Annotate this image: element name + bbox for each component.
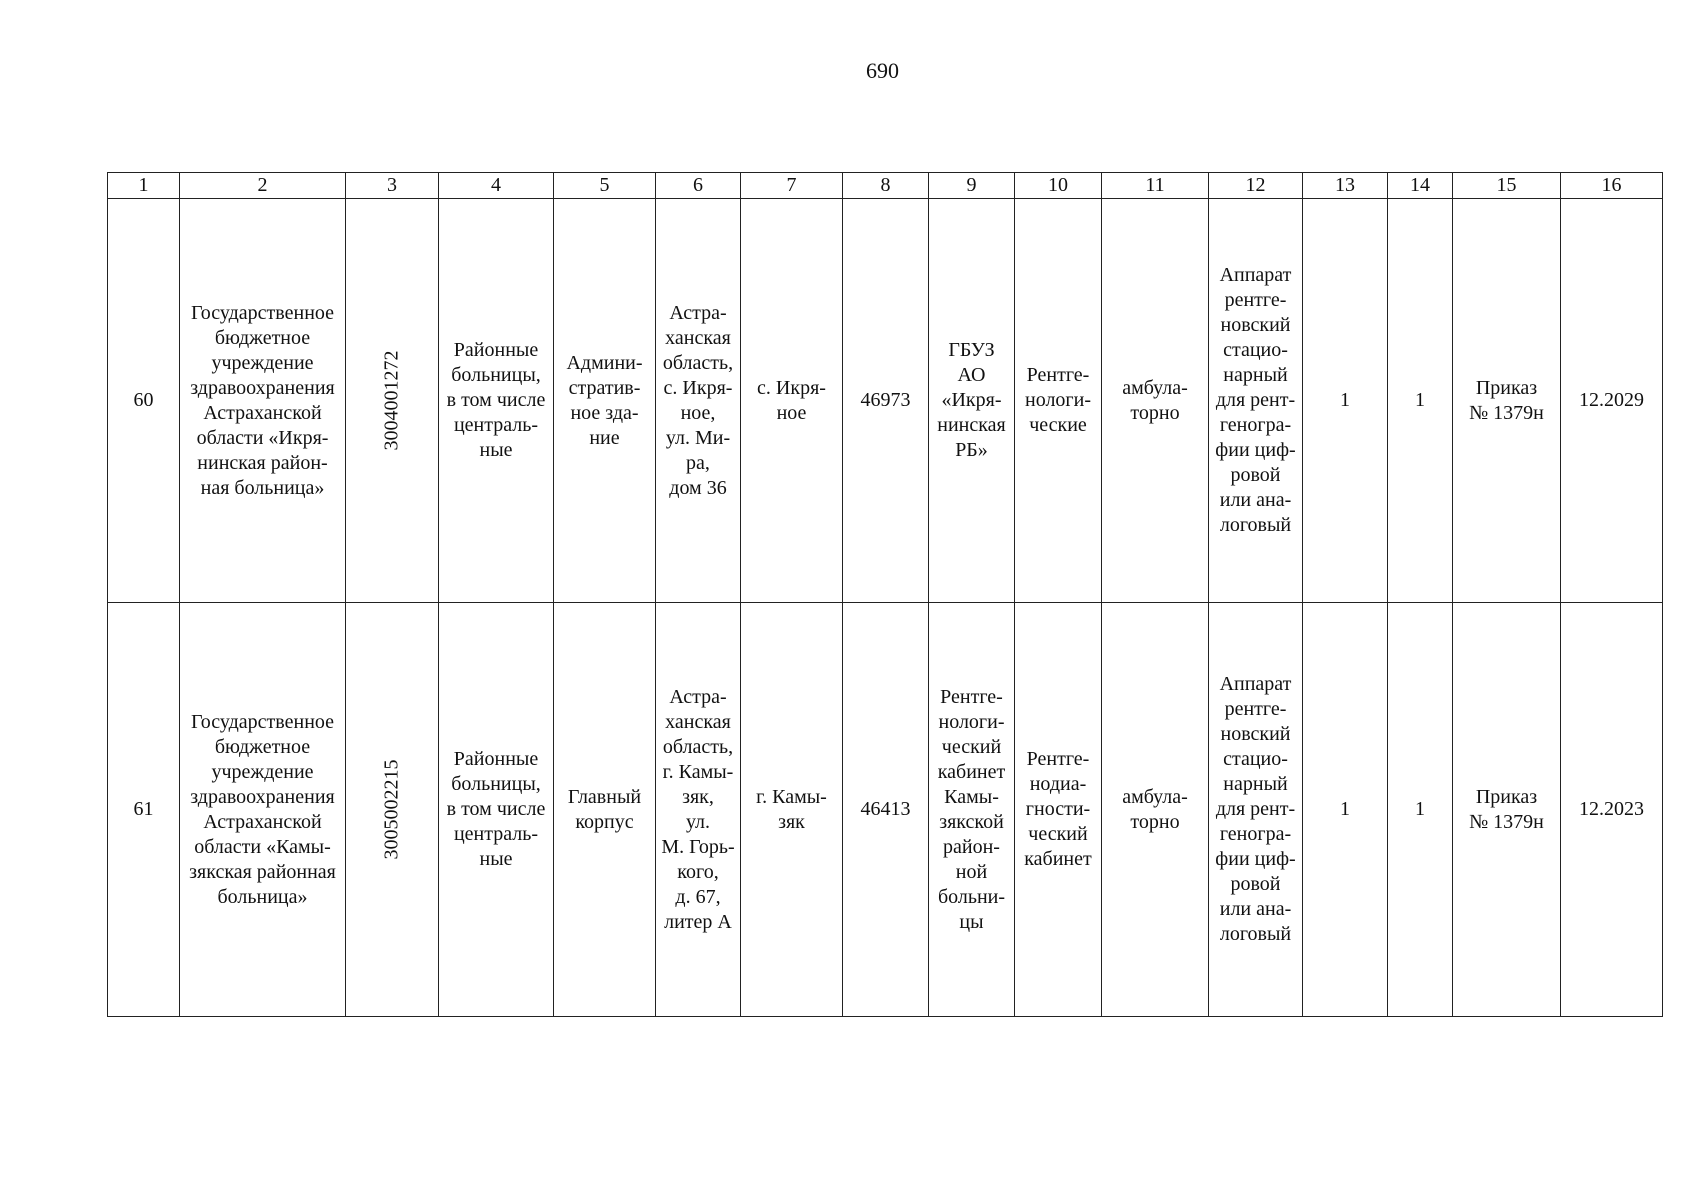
date-value: 12.2029: [1579, 389, 1644, 411]
column-number: 16: [1561, 173, 1663, 199]
organization-name: Государственное бюджетное учреждение здравоохранения Астраханской области «Икря- нинская район- ная больница»: [190, 301, 335, 499]
order-reference: Приказ № 1379н: [1469, 785, 1544, 833]
column-number-row: [108, 173, 1663, 199]
column-number: 12: [1209, 173, 1303, 199]
department-profile: Рентге- нологи- ческие: [1025, 364, 1091, 436]
column-number: 6: [656, 173, 741, 199]
facility-type: Районные больницы, в том числе централь- ные: [446, 748, 546, 870]
building-name: Админи- стратив- ное зда- ние: [566, 351, 643, 449]
organization-cell: [180, 199, 346, 603]
count-cell: [1303, 603, 1388, 1017]
okato-cell: [843, 199, 929, 603]
conditions-cell: [1102, 199, 1209, 603]
order-reference: Приказ № 1379н: [1469, 376, 1544, 424]
column-number: 10: [1015, 173, 1102, 199]
unit-cell: [929, 603, 1015, 1017]
code-cell: [346, 199, 439, 603]
count-cell: [1303, 199, 1388, 603]
facility-type: Районные больницы, в том числе централь- ные: [446, 339, 546, 461]
column-number: 15: [1453, 173, 1561, 199]
column-number: 8: [843, 173, 929, 199]
care-conditions: амбула- торно: [1122, 376, 1188, 424]
department-profile: Рентге- нодиа- гности- ческий кабинет: [1024, 748, 1092, 870]
okato-code: 46973: [860, 389, 911, 411]
equipment-name: Аппарат рентге- новский стацио- нарный для рент- геногра- фии циф- ровой или ана- логовый: [1215, 264, 1296, 536]
address: Астра- ханская область, г. Камы- зяк, ул. М. Горь- кого, д. 67, литер А: [661, 685, 735, 933]
locality-cell: [741, 603, 843, 1017]
department-cell: [1015, 199, 1102, 603]
count-cell: [1388, 199, 1453, 603]
conditions-cell: [1102, 603, 1209, 1017]
column-number: 2: [180, 173, 346, 199]
organization-cell: [180, 603, 346, 1017]
row-number-cell: [108, 603, 180, 1017]
table-row: [108, 199, 1663, 603]
equipment-cell: [1209, 603, 1303, 1017]
building-cell: [554, 199, 656, 603]
equipment-cell: [1209, 199, 1303, 603]
page-number: 690: [866, 58, 899, 83]
code-cell: [346, 603, 439, 1017]
count-value: 1: [1415, 389, 1425, 411]
column-number: 13: [1303, 173, 1388, 199]
unit-cell: [929, 199, 1015, 603]
order-cell: [1453, 603, 1561, 1017]
facility-type-cell: [439, 603, 554, 1017]
column-number: 1: [108, 173, 180, 199]
row-number: 60: [133, 389, 154, 411]
address: Астра- ханская область, с. Икря- ное, ул. Ми- ра, дом 36: [662, 301, 734, 499]
count-value: 1: [1415, 798, 1425, 820]
building-cell: [554, 603, 656, 1017]
column-number: 9: [929, 173, 1015, 199]
organization-name: Государственное бюджетное учреждение здравоохранения Астраханской области «Камы- зякская районная больница»: [189, 710, 336, 908]
facility-type-cell: [439, 199, 554, 603]
order-cell: [1453, 199, 1561, 603]
locality-cell: [741, 199, 843, 603]
column-number: 14: [1388, 173, 1453, 199]
locality: с. Икря- ное: [757, 376, 826, 424]
row-number-cell: [108, 199, 180, 603]
organization-code: 3004001272: [380, 350, 403, 451]
count-cell: [1388, 603, 1453, 1017]
unit-name: Рентге- нологи- ческий кабинет Камы- зякской район- ной больни- цы: [937, 685, 1006, 933]
row-number: 61: [133, 798, 154, 820]
date-cell: [1561, 603, 1663, 1017]
equipment-name: Аппарат рентге- новский стацио- нарный для рент- геногра- фии циф- ровой или ана- логовый: [1215, 673, 1296, 945]
okato-cell: [843, 603, 929, 1017]
count-value: 1: [1340, 798, 1350, 820]
date-value: 12.2023: [1579, 798, 1644, 820]
building-name: Главный корпус: [567, 785, 642, 833]
department-cell: [1015, 603, 1102, 1017]
column-number: 7: [741, 173, 843, 199]
count-value: 1: [1340, 389, 1350, 411]
care-conditions: амбула- торно: [1122, 785, 1188, 833]
locality: г. Камы- зяк: [756, 785, 827, 833]
table-row: [108, 603, 1663, 1017]
register-table: [107, 172, 1663, 1017]
date-cell: [1561, 199, 1663, 603]
column-number: 11: [1102, 173, 1209, 199]
okato-code: 46413: [860, 798, 911, 820]
unit-name: ГБУЗ АО «Икря- нинская РБ»: [937, 339, 1006, 461]
column-number: 3: [346, 173, 439, 199]
column-number: 5: [554, 173, 656, 199]
organization-code: 3005002215: [380, 759, 403, 860]
address-cell: [656, 199, 741, 603]
column-number: 4: [439, 173, 554, 199]
address-cell: [656, 603, 741, 1017]
